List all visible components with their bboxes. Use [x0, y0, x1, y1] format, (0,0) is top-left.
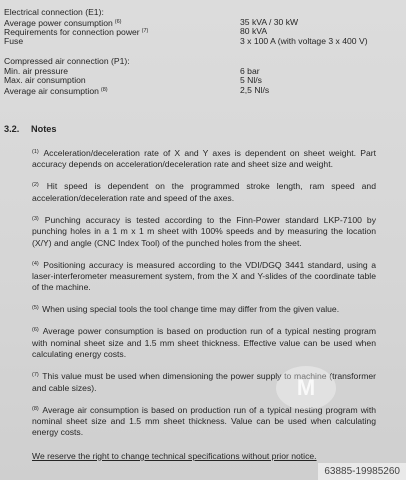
note-ref: (7) [32, 372, 39, 379]
note-item [32, 147, 376, 171]
note-text: Average air consumption is based on production run of a typical nesting program with nominal sheet size and 1.5 mm sheet thickness. Value can be used when calculating energy costs. [32, 404, 376, 438]
footnote-ref: (8) [100, 86, 108, 93]
note-text: This value must be used when dimensioning the power supply to machine (transformer and cable sizes). [32, 371, 377, 393]
air-connection-block [4, 57, 404, 95]
note-item [32, 325, 376, 360]
spec-row [4, 86, 404, 96]
spec-label: Max. air consumption [4, 75, 86, 86]
footnote-ref: (7) [141, 28, 149, 35]
note-text: Punching accuracy is tested according to the Finn-Power standard LKP-7100 by punching holes in a 1 m x 1 m sheet with 100% speeds and by measuring the location (X/Y) and angle (CNC Index Tool) of the punched holes from the sheet. [32, 214, 377, 248]
section-title: Notes [31, 124, 57, 134]
note-ref: (2) [32, 182, 39, 189]
spec-value: 2,5 Nl/s [240, 84, 270, 95]
spec-value: 5 Nl/s [240, 75, 262, 86]
listing-id-stamp: 63885-19985260 [318, 463, 406, 480]
spec-value: 80 kVA [240, 26, 268, 37]
note-text: Acceleration/deceleration rate of X and Y axes is dependent on sheet weight. Part accuracy depends on acceleration/deceleration rate and sheet size and weight. [32, 148, 376, 170]
spec-row [4, 76, 404, 86]
spec-label: Requirements for connection power $^{(7)}$ [4, 27, 149, 38]
note-ref: (1) [32, 149, 39, 155]
note-text: Average power consumption is based on production run of a typical nesting program with nominal sheet size and 1.5 mm sheet thickness. Effective value can be used when calculating energy costs. [32, 326, 376, 360]
closing-statement: We reserve the right to change technical specifications without prior notice. [32, 450, 317, 461]
spec-label: Fuse [4, 35, 24, 46]
spec-value: 6 bar [240, 65, 260, 76]
spec-value: 3 x 100 A (with voltage 3 x 400 V) [240, 35, 368, 46]
note-item [32, 303, 376, 315]
note-ref: (3) [32, 215, 39, 222]
notes-list [32, 147, 376, 472]
electrical-heading: Electrical connection (E1): [4, 7, 104, 17]
spec-label: Min. air pressure [4, 65, 68, 76]
note-text: When using special tools the tool change time may differ from the given value. [42, 304, 340, 315]
spec-value: 35 kVA / 30 kW [240, 16, 299, 27]
note-item [32, 214, 376, 249]
footnote-ref: (6) [114, 18, 122, 25]
note-item [32, 180, 376, 204]
electrical-connection-block [4, 8, 404, 46]
note-text: Positioning accuracy is measured according to the VDI/DGQ 3441 standard, using a laser-interferometer measurement system, from the X and Y-slides of the coordinate table of the machine. [32, 259, 376, 293]
watermark-logo: M [276, 366, 336, 410]
note-ref: (4) [32, 260, 39, 267]
note-text: Hit speed is dependent on the programmed stroke length, ram speed and acceleration/deceleration rate and speed of the axes. [32, 181, 376, 203]
note-ref: (5) [32, 305, 39, 312]
spec-row [4, 37, 404, 47]
note-item [32, 259, 376, 294]
spec-label: Average power consumption $^{(6)}$ [4, 17, 122, 28]
note-ref: (6) [32, 327, 39, 334]
air-heading: Compressed air connection (P1): [4, 56, 130, 66]
note-item [32, 404, 376, 439]
spec-label: Average air consumption $^{(8)}$ [4, 85, 108, 96]
note-ref: (8) [32, 405, 39, 412]
section-number: 3.2. [4, 124, 20, 134]
spec-row [4, 18, 404, 28]
